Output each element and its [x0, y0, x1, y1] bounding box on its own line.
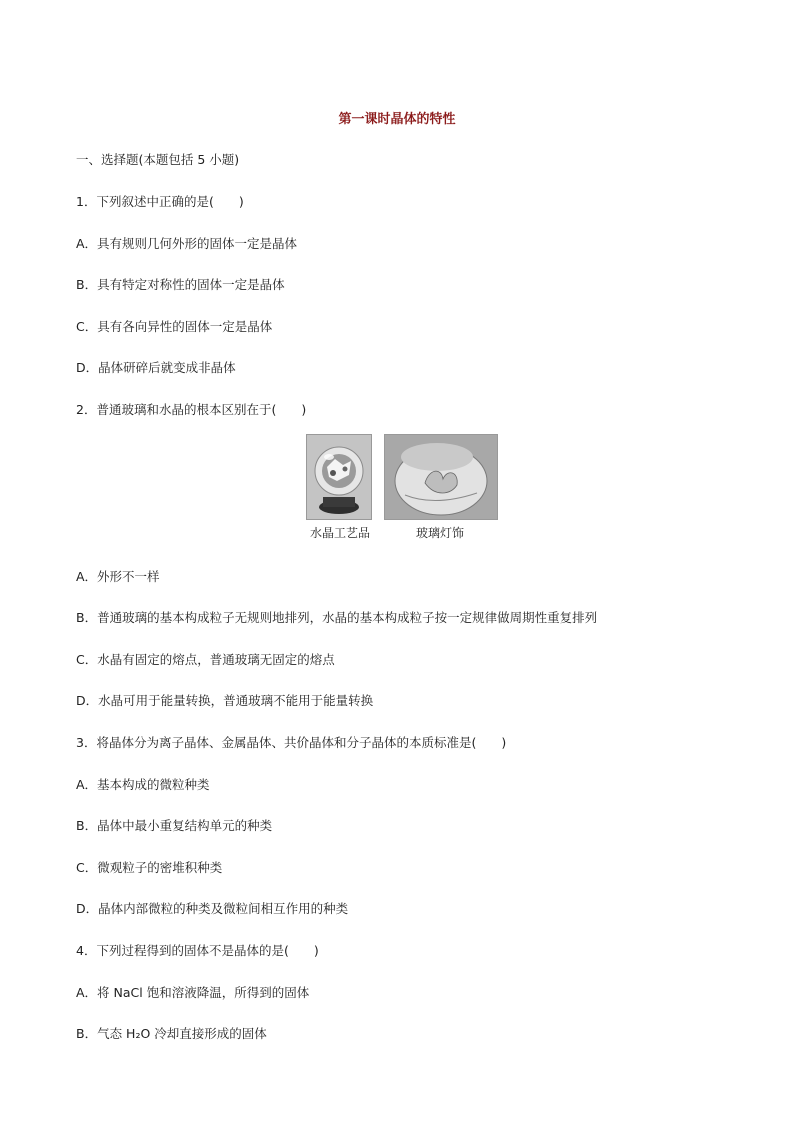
section-heading: 一、选择题(本题包括 5 小题)	[76, 152, 240, 167]
question-1-option-c: C．具有各向异性的固体一定是晶体	[76, 319, 273, 334]
question-3-option-d: D．晶体内部微粒的种类及微粒间相互作用的种类	[76, 901, 349, 916]
glass-lamp-photo	[384, 434, 498, 520]
question-1-stem: 1．下列叙述中正确的是( )	[76, 194, 244, 209]
question-2-option-c: C．水晶有固定的熔点，普通玻璃无固定的熔点	[76, 652, 335, 667]
crystal-craft-photo	[306, 434, 372, 520]
question-3-option-a: A．基本构成的微粒种类	[76, 777, 210, 792]
page-title: 第一课时晶体的特性	[338, 112, 456, 127]
question-1-option-b: B．具有特定对称性的固体一定是晶体	[76, 277, 285, 292]
question-3-option-c: C．微观粒子的密堆积种类	[76, 860, 223, 875]
figure-caption-crystal: 水晶工艺品	[310, 526, 371, 540]
question-4-option-a: A．将 NaCl 饱和溶液降温，所得到的固体	[76, 985, 310, 1000]
question-4-option-b: B．气态 H₂O 冷却直接形成的固体	[76, 1026, 267, 1041]
question-1-option-a: A．具有规则几何外形的固体一定是晶体	[76, 236, 298, 251]
question-4-stem: 4．下列过程得到的固体不是晶体的是( )	[76, 943, 319, 958]
question-2-stem: 2．普通玻璃和水晶的根本区别在于( )	[76, 402, 307, 417]
question-1-option-d: D．晶体研碎后就变成非晶体	[76, 360, 236, 375]
question-2-option-b: B．普通玻璃的基本构成粒子无规则地排列，水晶的基本构成粒子按一定规律做周期性重复排列	[76, 610, 598, 625]
question-2-figures	[0, 434, 794, 544]
question-2-option-d: D．水晶可用于能量转换，普通玻璃不能用于能量转换	[76, 693, 374, 708]
question-3-stem: 3．将晶体分为离子晶体、金属晶体、共价晶体和分子晶体的本质标准是( )	[76, 735, 507, 750]
question-2-option-a: A．外形不一样	[76, 569, 160, 584]
figure-caption-glass: 玻璃灯饰	[416, 526, 465, 540]
question-3-option-b: B．晶体中最小重复结构单元的种类	[76, 818, 273, 833]
